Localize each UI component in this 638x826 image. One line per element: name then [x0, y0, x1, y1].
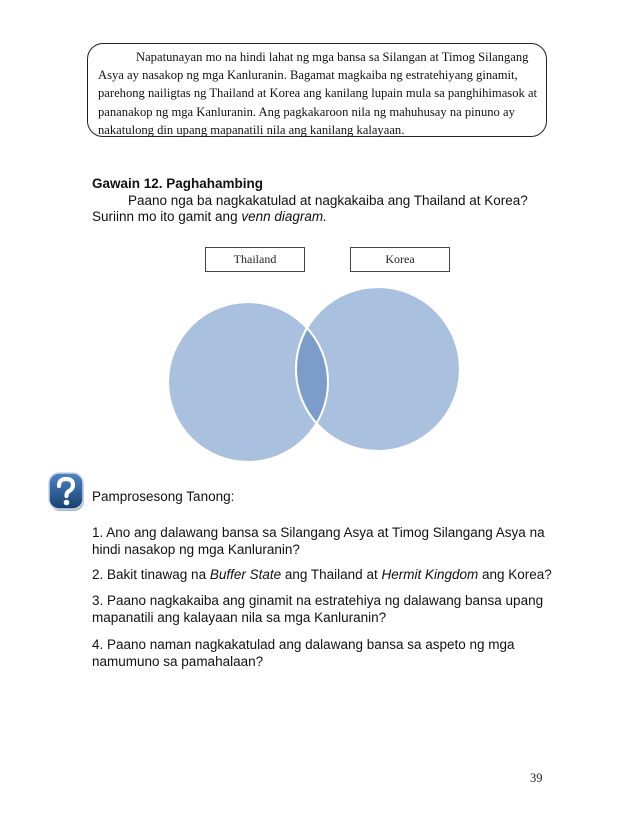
question-1-line-1: 1. Ano ang dalawang bansa sa Silangang Asya at Timog Silangang Asya na [92, 525, 545, 540]
activity-question-italic: venn diagram. [241, 209, 327, 224]
question-2-hermit-kingdom: Hermit Kingdom [381, 567, 479, 582]
question-1-line-2: hindi nasakop ng mga Kanluranin? [92, 542, 300, 557]
question-4 [92, 636, 552, 670]
intro-line-3: parehong nailigtas ng Thailand at Korea ang kanilang lupain mula sa panghihimasok at [98, 86, 538, 101]
question-4-line-1: 4. Paano naman nagkakatulad ang dalawang bansa sa aspeto ng mga [92, 637, 515, 652]
question-3 [92, 592, 552, 626]
activity-title: Gawain 12. Paghahambing [92, 176, 264, 191]
question-1 [92, 524, 552, 558]
intro-callout-box [87, 43, 547, 137]
question-2-part-c: ang Thailand at [281, 567, 382, 582]
page-number: 39 [530, 771, 543, 785]
question-3-line-1: 3. Paano nagkakaiba ang ginamit na estratehiya ng dalawang bansa upang [92, 593, 544, 608]
venn-label-thailand: Thailand [205, 247, 305, 272]
question-2-buffer-state: Buffer State [209, 567, 282, 582]
question-2-part-a: 2. Bakit tinawag na [92, 567, 210, 582]
question-4-line-2: namumuno sa pamahalaan? [92, 654, 264, 669]
question-mark-icon [48, 472, 86, 514]
intro-line-2: Asya ay nasakop ng mga Kanluranin. Bagamat magkaiba ng estratehiyang ginamit, [98, 68, 518, 83]
intro-line-1: Napatunayan mo na hindi lahat ng mga bansa sa Silangan at Timog Silangang [136, 50, 529, 64]
intro-line-5: nakatulong din upang mapanatili nila ang kanilang kalayaan. [98, 122, 405, 137]
activity-question-line-2 [92, 209, 327, 224]
activity-question-prefix: Suriinn mo ito gamit ang [92, 209, 242, 224]
venn-label-korea: Korea [350, 247, 450, 272]
question-2-part-e: ang Korea? [478, 567, 552, 582]
question-3-line-2: mapanatili ang kalayaan nila sa mga Kanluranin? [92, 610, 387, 625]
question-2 [92, 566, 552, 583]
processing-questions-heading: Pamprosesong Tanong: [92, 489, 235, 504]
intro-line-4: pananakop ng mga Kanluranin. Ang pagkakaroon nila ng mahuhusay na pinuno ay [98, 104, 515, 119]
activity-question-line-1: Paano nga ba nagkakatulad at nagkakaiba ang Thailand at Korea? [128, 193, 528, 208]
